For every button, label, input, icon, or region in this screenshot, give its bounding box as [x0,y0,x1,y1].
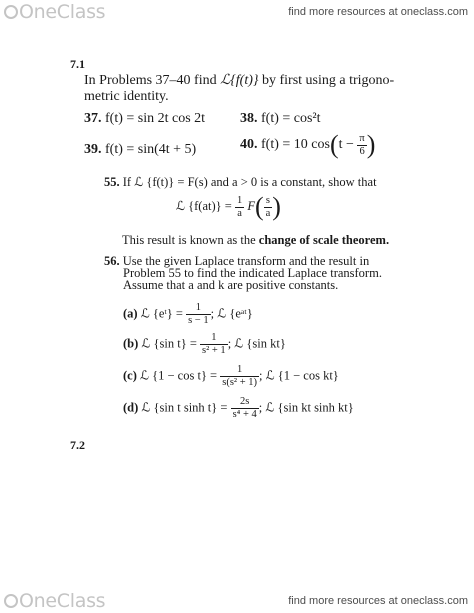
problem-40: 40. f(t) = 10 cos(t − $\frac{\pi}{6}$ ) [240,130,376,159]
problem-55-number: 55. [104,175,120,189]
problem-37-expr: f(t) = sin 2t cos 2t [105,111,206,126]
problem-56-line-3: Assume that a and k are positive constants. [123,278,339,292]
problem-56-part-a: (a) ℒ {eᵗ} = $\frac{1}{s - 1}$ ; ℒ {eᵃᵗ} [123,302,253,326]
problem-55-text: If ℒ {f(t)} = F(s) and a > 0 is a constant, show that [122,175,377,189]
intro-expr: ℒ{f(t)} [220,73,259,88]
intro-line-1 [84,72,394,89]
problem-39-expr: f(t) = sin(4t + 5) [105,142,197,157]
change-of-scale-theorem: change of scale theorem. [258,233,390,247]
problem-56-line-1: Use the given Laplace transform and the result in [122,254,370,268]
footer-tagline-link[interactable]: find more resources at oneclass.com [288,595,468,607]
problem-56-part-d: (d) ℒ {sin t sinh t} = $\frac{2s}{\text{s⁴ + 4}}$ ; ℒ {sin kt sinh kt} [123,396,354,420]
header-tagline-link[interactable]: find more resources at oneclass.com [288,6,468,18]
problem-40-fraction: $\frac{\pi}{6}$ [359,132,365,157]
footer-bar [0,589,474,613]
problem-56-number: 56. [104,254,120,268]
problem-55-result: This result is known as the change of scale theorem. [122,233,390,247]
problem-55 [104,174,377,190]
logo-ring-icon-footer [4,594,18,608]
problem-56-part-b: (b) ℒ {sin t} = $\frac{1}{\text{s² + 1}}$ ; ℒ {sin kt} [123,332,286,356]
section-label-top: 7.1 [70,57,85,71]
problem-56-part-c: (c) ℒ {1 − cos t} = $\frac{1}{\text{s(s² + 1)}}$ ; ℒ {1 − cos kt} [123,364,339,388]
problem-40-inner: t − [338,137,354,153]
oneclass-logo-footer[interactable] [4,589,105,613]
logo-text: OneClass [19,1,106,23]
problem-40-number: 40. [240,137,258,153]
problem-39-number: 39. [84,142,102,157]
oneclass-logo[interactable] [4,0,105,24]
logo-ring-icon [4,5,18,19]
intro-line-2: metric identity. [84,89,169,104]
logo-text-footer: OneClass [19,590,106,612]
problem-40-lhs: f(t) = 10 cos [261,137,330,153]
section-label-bottom: 7.2 [70,438,85,452]
intro-pre: In Problems 37–40 find [84,73,217,88]
problem-37-number: 37. [84,111,102,126]
problem-38 [240,111,321,127]
problem-38-expr: f(t) = cos²t [261,111,321,126]
problem-38-number: 38. [240,111,258,126]
problem-37 [84,111,205,127]
intro-post: by first using a trigono- [262,73,395,88]
problem-55-formula: ℒ {f(at)} = $\frac{1}{a}$ F( $\frac{s}{a}$ ) [176,192,281,221]
header-bar [0,0,474,24]
problem-56-line-2: Problem 55 to find the indicated Laplace transform. [123,266,382,280]
problem-39 [84,142,196,158]
